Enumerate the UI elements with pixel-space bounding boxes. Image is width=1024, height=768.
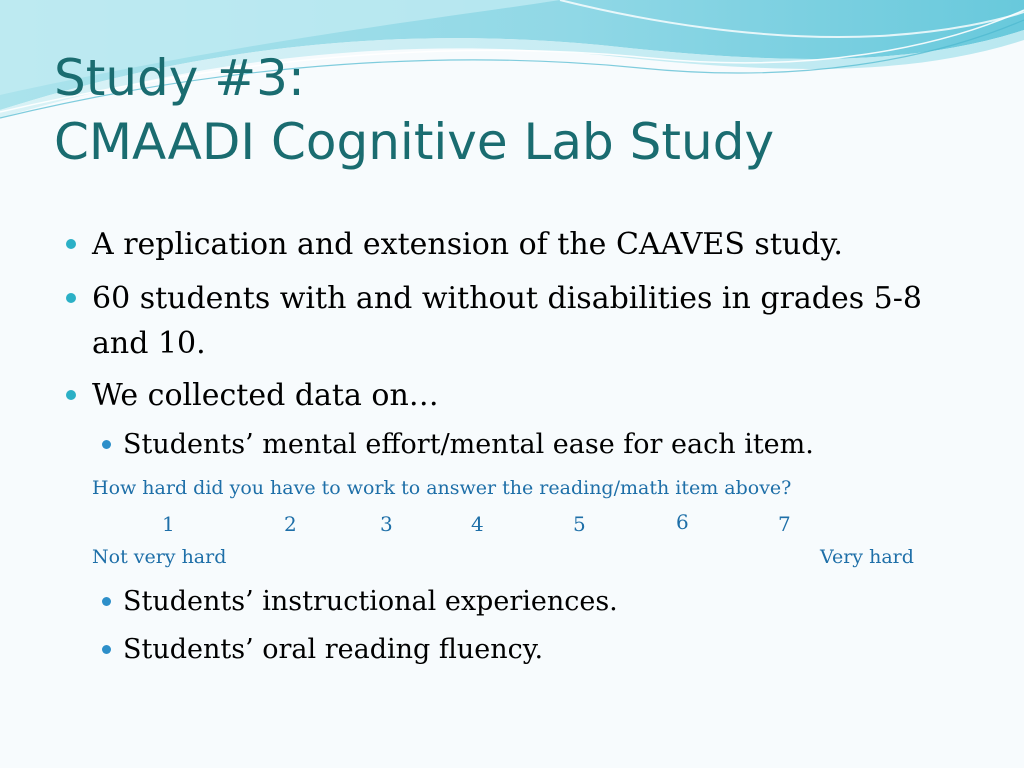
bullet-marker-icon: [66, 239, 76, 249]
sub-bullet-item: Students’ instructional experiences.: [123, 586, 618, 617]
sub-bullet-marker-icon: [102, 440, 111, 449]
title-line-1: Study #3:: [54, 49, 305, 107]
scale-point: 1: [162, 512, 175, 536]
scale-point: 7: [778, 512, 791, 536]
slide-title: [54, 46, 774, 174]
scale-point: 3: [380, 512, 393, 536]
rating-question: How hard did you have to work to answer the reading/math item above?: [92, 477, 792, 499]
scale-point: 4: [471, 512, 484, 536]
sub-bullet-item: Students’ oral reading fluency.: [123, 634, 544, 665]
bullet-item-continuation: and 10.: [92, 326, 206, 361]
bullet-marker-icon: [66, 390, 76, 400]
scale-point: 2: [284, 512, 297, 536]
scale-point: 5: [573, 512, 586, 536]
scale-low-label: Not very hard: [92, 546, 227, 568]
title-line-2: CMAADI Cognitive Lab Study: [54, 113, 775, 171]
scale-high-label: Very hard: [820, 546, 914, 568]
bullet-item: A replication and extension of the CAAVES study.: [92, 227, 843, 262]
sub-bullet-marker-icon: [102, 645, 111, 654]
scale-point: 6: [676, 510, 689, 534]
sub-bullet-item: Students’ mental effort/mental ease for each item.: [123, 429, 814, 460]
bullet-marker-icon: [66, 293, 76, 303]
bullet-item: We collected data on…: [92, 378, 439, 413]
bullet-item: 60 students with and without disabilities in grades 5-8: [92, 281, 922, 316]
sub-bullet-marker-icon: [102, 597, 111, 606]
